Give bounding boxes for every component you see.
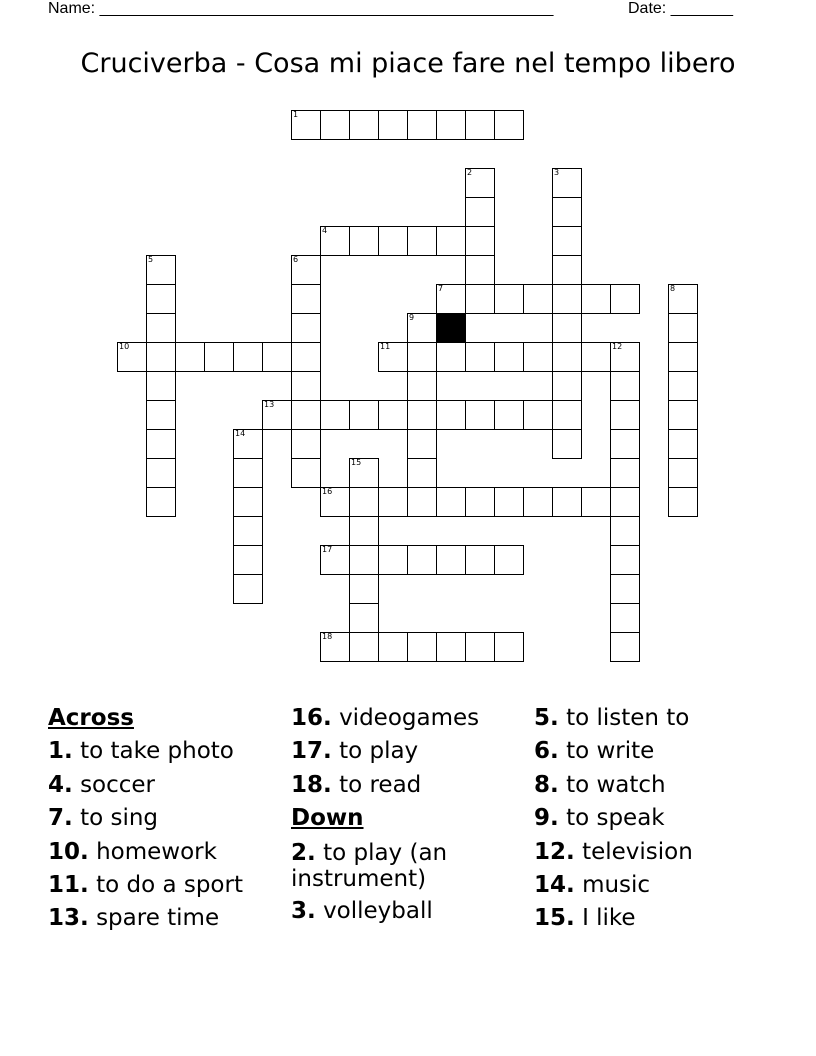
- grid-cell[interactable]: [291, 110, 321, 140]
- grid-cell[interactable]: [349, 226, 379, 256]
- grid-cell[interactable]: [668, 400, 698, 430]
- grid-cell[interactable]: [552, 255, 582, 285]
- cell-number: 6: [293, 255, 299, 264]
- clue-across-17: 17. to play: [291, 738, 419, 765]
- clue-column-2: [291, 702, 527, 928]
- grid-cell[interactable]: [291, 342, 321, 372]
- grid-cell[interactable]: [378, 400, 408, 430]
- clue-down-2: 2. to play (an instrument): [291, 839, 448, 892]
- grid-cell[interactable]: [494, 487, 524, 517]
- clue-across-1: 1. to take photo: [48, 738, 234, 765]
- grid-cell[interactable]: [552, 400, 582, 430]
- clue-across-11: 11. to do a sport: [48, 872, 243, 899]
- clue-across-16: 16. videogames: [291, 705, 480, 731]
- grid-cell[interactable]: [668, 342, 698, 372]
- grid-cell[interactable]: [320, 487, 350, 517]
- cell-number: 5: [148, 255, 154, 264]
- grid-cell[interactable]: [523, 284, 553, 314]
- clue-down-5: 5. to listen to: [534, 705, 690, 731]
- grid-cell[interactable]: [378, 545, 408, 575]
- grid-cell[interactable]: [320, 226, 350, 256]
- grid-cell[interactable]: [407, 313, 437, 343]
- grid-cell[interactable]: [610, 458, 640, 488]
- cell-number: 1: [293, 110, 299, 119]
- grid-cell[interactable]: [465, 226, 495, 256]
- clue-down-9: 9. to speak: [534, 805, 665, 832]
- grid-cell[interactable]: [668, 429, 698, 459]
- grid-cell[interactable]: [610, 603, 640, 633]
- grid-cell[interactable]: [146, 458, 176, 488]
- cell-number: 12: [612, 342, 623, 351]
- grid-cell[interactable]: [552, 226, 582, 256]
- grid-cell[interactable]: [465, 284, 495, 314]
- grid-cell[interactable]: [349, 487, 379, 517]
- grid-cell[interactable]: [668, 313, 698, 343]
- grid-cell[interactable]: [465, 168, 495, 198]
- grid-cell[interactable]: [320, 110, 350, 140]
- grid-cell[interactable]: [407, 371, 437, 401]
- grid-cell[interactable]: [233, 545, 263, 575]
- grid-cell[interactable]: [610, 400, 640, 430]
- grid-cell[interactable]: [523, 487, 553, 517]
- cell-number: 14: [235, 429, 246, 438]
- page-title: Cruciverba - Cosa mi piace fare nel tempo libero: [80, 48, 736, 79]
- cell-number: 11: [380, 342, 391, 351]
- cell-number: 10: [119, 342, 130, 351]
- cell-number: 13: [264, 400, 275, 409]
- clue-down-3: 3. volleyball: [291, 897, 433, 924]
- grid-cell[interactable]: [465, 632, 495, 662]
- grid-cell[interactable]: [610, 545, 640, 575]
- cell-number: 8: [670, 284, 676, 293]
- cell-number: 9: [409, 313, 415, 322]
- grid-cell[interactable]: [436, 226, 466, 256]
- grid-cell[interactable]: [233, 487, 263, 517]
- grid-cell[interactable]: [378, 487, 408, 517]
- grid-cell[interactable]: [465, 110, 495, 140]
- grid-cell[interactable]: [552, 371, 582, 401]
- grid-cell[interactable]: [291, 255, 321, 285]
- grid-cell[interactable]: [610, 516, 640, 546]
- grid-cell[interactable]: [320, 400, 350, 430]
- clue-across-18: 18. to read: [291, 771, 422, 798]
- cell-number: 2: [467, 168, 473, 177]
- grid-cell[interactable]: [465, 487, 495, 517]
- grid-cell[interactable]: [349, 458, 379, 488]
- grid-cell[interactable]: [407, 429, 437, 459]
- grid-cell[interactable]: [668, 487, 698, 517]
- grid-cell[interactable]: [146, 255, 176, 285]
- grid-cell[interactable]: [117, 342, 147, 372]
- grid-cell[interactable]: [610, 371, 640, 401]
- cell-number: 4: [322, 226, 328, 235]
- grid-cell[interactable]: [407, 545, 437, 575]
- grid-cell[interactable]: [407, 400, 437, 430]
- grid-cell[interactable]: [610, 487, 640, 517]
- grid-cell[interactable]: [407, 632, 437, 662]
- grid-cell[interactable]: [146, 313, 176, 343]
- grid-cell[interactable]: [523, 400, 553, 430]
- cell-number: 3: [554, 168, 560, 177]
- grid-cell[interactable]: [349, 516, 379, 546]
- grid-cell[interactable]: [146, 284, 176, 314]
- grid-cell[interactable]: [668, 284, 698, 314]
- grid-cell[interactable]: [552, 313, 582, 343]
- grid-cell[interactable]: [146, 429, 176, 459]
- clue-down-8: 8. to watch: [534, 771, 666, 798]
- grid-cell[interactable]: [436, 284, 466, 314]
- clue-across-13: 13. spare time: [48, 905, 220, 932]
- grid-cell[interactable]: [465, 255, 495, 285]
- grid-cell[interactable]: [320, 632, 350, 662]
- grid-cell[interactable]: [552, 429, 582, 459]
- clue-across-4: 4. soccer: [48, 771, 156, 798]
- grid-cell[interactable]: [349, 110, 379, 140]
- date-field-label[interactable]: Date: _______: [628, 0, 733, 17]
- grid-cell[interactable]: [552, 487, 582, 517]
- name-field-label[interactable]: Name: ___________________________________________________: [48, 0, 554, 17]
- across-heading: Across: [48, 705, 134, 731]
- grid-cell[interactable]: [378, 226, 408, 256]
- grid-cell[interactable]: [436, 632, 466, 662]
- grid-cell[interactable]: [465, 400, 495, 430]
- grid-cell[interactable]: [494, 545, 524, 575]
- grid-cell[interactable]: [291, 458, 321, 488]
- grid-cell[interactable]: [552, 284, 582, 314]
- grid-cell[interactable]: [407, 487, 437, 517]
- grid-cell[interactable]: [465, 197, 495, 227]
- grid-cell[interactable]: [494, 284, 524, 314]
- grid-cell[interactable]: [407, 342, 437, 372]
- grid-cell[interactable]: [233, 516, 263, 546]
- clue-column-3: [534, 702, 770, 936]
- grid-cell[interactable]: [233, 342, 263, 372]
- grid-cell[interactable]: [378, 342, 408, 372]
- grid-cell[interactable]: [494, 632, 524, 662]
- grid-cell[interactable]: [349, 400, 379, 430]
- grid-cell[interactable]: [291, 284, 321, 314]
- grid-cell[interactable]: [291, 371, 321, 401]
- grid-cell[interactable]: [465, 545, 495, 575]
- grid-cell[interactable]: [610, 429, 640, 459]
- grid-cell[interactable]: [523, 342, 553, 372]
- cell-number: 17: [322, 545, 333, 554]
- grid-cell[interactable]: [668, 371, 698, 401]
- grid-cell[interactable]: [668, 458, 698, 488]
- grid-cell[interactable]: [581, 284, 611, 314]
- clue-list: [48, 702, 768, 962]
- grid-cell[interactable]: [436, 487, 466, 517]
- grid-cell[interactable]: [233, 429, 263, 459]
- grid-cell[interactable]: [494, 110, 524, 140]
- grid-cell[interactable]: [581, 342, 611, 372]
- grid-cell[interactable]: [407, 458, 437, 488]
- grid-cell[interactable]: [552, 168, 582, 198]
- cell-number: 15: [351, 458, 362, 467]
- grid-cell[interactable]: [552, 197, 582, 227]
- clue-down-15: 15. I like: [534, 905, 636, 932]
- grid-cell[interactable]: [552, 342, 582, 372]
- grid-cell[interactable]: [610, 284, 640, 314]
- grid-cell[interactable]: [494, 342, 524, 372]
- grid-cell[interactable]: [233, 574, 263, 604]
- grid-cell[interactable]: [349, 574, 379, 604]
- cell-number: 7: [438, 284, 444, 293]
- grid-cell[interactable]: [436, 342, 466, 372]
- grid-cell[interactable]: [291, 400, 321, 430]
- grid-cell[interactable]: [581, 487, 611, 517]
- grid-cell[interactable]: [436, 545, 466, 575]
- grid-cell[interactable]: [291, 429, 321, 459]
- clue-down-14: 14. music: [534, 872, 651, 899]
- grid-cell[interactable]: [610, 342, 640, 372]
- grid-cell[interactable]: [349, 632, 379, 662]
- grid-cell[interactable]: [378, 632, 408, 662]
- grid-cell[interactable]: [320, 545, 350, 575]
- grid-cell[interactable]: [146, 342, 176, 372]
- grid-cell[interactable]: [262, 400, 292, 430]
- cell-number: 16: [322, 487, 333, 496]
- clue-across-10: 10. homework: [48, 838, 217, 865]
- grid-cell[interactable]: [291, 313, 321, 343]
- clue-down-12: 12. television: [534, 838, 693, 865]
- grid-cell[interactable]: [436, 400, 466, 430]
- grid-cell[interactable]: [175, 342, 205, 372]
- grid-cell[interactable]: [146, 487, 176, 517]
- grid-cell[interactable]: [349, 545, 379, 575]
- grid-cell[interactable]: [204, 342, 234, 372]
- grid-cell[interactable]: [610, 574, 640, 604]
- black-cell: [436, 313, 466, 343]
- grid-cell[interactable]: [610, 632, 640, 662]
- grid-cell[interactable]: [407, 226, 437, 256]
- clue-across-7: 7. to sing: [48, 805, 159, 832]
- clue-down-6: 6. to write: [534, 738, 655, 765]
- grid-cell[interactable]: [494, 400, 524, 430]
- grid-cell[interactable]: [378, 110, 408, 140]
- grid-cell[interactable]: [262, 342, 292, 372]
- grid-cell[interactable]: [233, 458, 263, 488]
- grid-cell[interactable]: [465, 342, 495, 372]
- grid-cell[interactable]: [349, 603, 379, 633]
- cell-number: 18: [322, 632, 333, 641]
- down-heading: Down: [291, 805, 364, 832]
- grid-cell[interactable]: [407, 110, 437, 140]
- grid-cell[interactable]: [436, 110, 466, 140]
- clue-column-1: [48, 702, 284, 936]
- grid-cell[interactable]: [146, 400, 176, 430]
- grid-cell[interactable]: [146, 371, 176, 401]
